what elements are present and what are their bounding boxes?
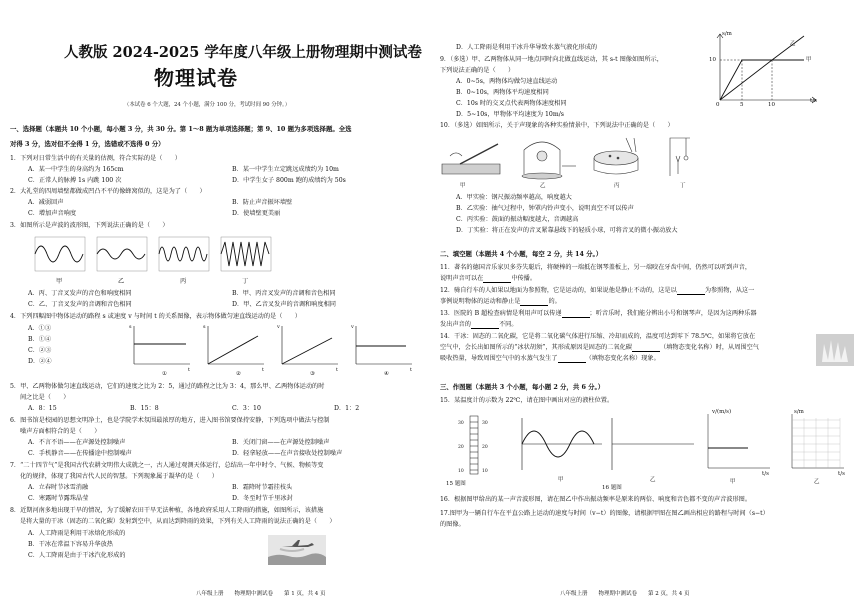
q6-option-a: A．不言不语——在声源处控制噪声 (28, 439, 126, 446)
svg-text:10: 10 (482, 469, 488, 474)
q6-option-d: D．轻拿轻放——在声音接收处控制噪声 (232, 450, 343, 457)
q10-label-jia: 甲 (460, 183, 466, 189)
q12-text: 12．骑自行车的人如果以地面为参照物，它是运动的，如果说他是静止不动的，这是以 (440, 287, 677, 294)
svg-text:v: v (351, 324, 354, 330)
q14-text-3: 吸收热量，导致周围空气中的水蒸气发生了 (440, 355, 558, 362)
q2-option-b: B．防止声音振坏墙壁 (232, 199, 293, 206)
page-1-footer: 八年级上册 物理期中测试卷 第 1 页，共 4 页 (196, 591, 326, 597)
q14-text: 空气中，会长出如图所示的“冰状胡须”，其形成原因是固态的二氧化碳 (440, 344, 632, 351)
q4-option-b: B．①④ (28, 336, 52, 343)
q3-waveforms (34, 236, 274, 276)
page-2 (430, 0, 860, 608)
q12-text-3: 事例说明物体的运动和静止是 (440, 298, 521, 305)
svg-text:10: 10 (458, 469, 464, 474)
exam-subtitle: 物理试卷 (154, 66, 238, 90)
q14-blank-1[interactable] (632, 345, 660, 352)
q14-stem: 14．干冰：固态的二氧化碳，它是将二氧化碳气体进行压缩、冷却而成的，温度可达到零下 78.5℃，如果将它放在 (440, 333, 756, 340)
q12-line2 (440, 298, 561, 306)
q10-label-yi: 乙 (540, 183, 546, 189)
page-2-footer: 八年级上册 物理期中测试卷 第 2 页，共 4 页 (560, 591, 690, 597)
svg-text:s: s (129, 324, 132, 330)
q3-label-ding: 丁 (242, 278, 249, 285)
q6-stem-2: 噪声方面相符合的是（ ） (20, 428, 101, 435)
q2-option-c: C．增加声音响度 (28, 210, 77, 217)
q12-line1 (440, 287, 754, 295)
svg-text:v: v (277, 324, 280, 330)
q10-option-a: A．甲实验：钢尺振动频率越高，响度越大 (456, 194, 572, 201)
q15-caption: 15 题图 (446, 481, 466, 487)
q17-xlabel-1: t/s (762, 471, 769, 477)
section1-heading: 一、选择题（本题共 10 个小题，每小题 3 分，共 30 分。第 1～8 题为单项选择题；第 9、10 题为多项选择题。全选 (10, 125, 352, 133)
q14-text-2: （填物态变化名称）时，从周围空气 (659, 344, 759, 351)
q9-graph-jia: 甲 (806, 57, 812, 63)
q9-option-b: B．0~10s，两物体平均速度相同 (456, 89, 549, 96)
q11-text: 说明声音可以在 (440, 275, 484, 282)
q17-xlabel-2: t/s (838, 471, 845, 477)
q10-label-ding: 丁 (680, 183, 686, 189)
q9-graph-xlabel: t/s (810, 98, 817, 104)
q5-option-b: B．15：8 (130, 405, 159, 412)
q3-stem: 3．如图所示是声波的波形图，下列说法正确的是（ ） (10, 222, 169, 229)
q11-stem: 11．著名的德国音乐家贝多芬失聪后，将硬棒的一端抵在钢琴盖板上，另一端咬在牙齿中间，仍然可以听到声音， (440, 264, 752, 271)
q9-graph-ylabel: s/m (722, 31, 732, 37)
q9-graph-yi: 乙 (790, 41, 796, 47)
q1-option-d: D．中学生女子 800m 跑的成绩约为 50s (232, 177, 346, 184)
q13-text: 13．医院的 B 超检查病情是利用声可以传递 (440, 310, 562, 317)
q4-graph-label-2: ② (236, 371, 241, 377)
svg-text:t: t (262, 367, 265, 373)
q17-label-jia: 甲 (730, 479, 736, 485)
q10-option-b: B．乙实验：抽气过程中，钟罩内铃声变小，说明真空不可以传声 (456, 205, 634, 212)
q4-graph-label-3: ③ (310, 371, 315, 377)
q4-option-a: A．①③ (28, 325, 52, 332)
q3-label-yi: 乙 (118, 278, 125, 285)
q7-option-c: C．寒露时节露珠晶莹 (28, 495, 89, 502)
q16-waveform-graphs (518, 414, 698, 474)
q10-label-bing: 丙 (614, 183, 620, 189)
q5-stem-2: 间之比是（ ） (20, 394, 70, 401)
svg-text:20: 20 (482, 445, 488, 450)
q17-graphs (700, 408, 850, 478)
section3-heading: 三、作图题（本题共 3 个小题，每小题 2 分，共 6 分。） (440, 383, 605, 391)
q9-stem-2: 下列说法正确的是（ ） (440, 67, 515, 74)
q9-graph-x10: 10 (768, 102, 775, 108)
q7-stem-2: 化的规律，体现了我国古代人民的智慧。下列现象属于凝华的是（ ） (20, 473, 218, 480)
q3-label-jia: 甲 (56, 278, 63, 285)
section2-heading: 二、填空题（本题共 4 个小题，每空 2 分，共 14 分。） (440, 250, 603, 258)
svg-text:t: t (188, 367, 191, 373)
q14-line2 (440, 344, 759, 352)
q11-text-2: 中传播。 (511, 275, 537, 282)
q1-stem: 1．下列对日常生活中的有关量的估测，符合实际的是（ ） (10, 155, 181, 162)
q4-option-d: D．②④ (28, 358, 52, 365)
svg-text:t: t (336, 367, 339, 373)
q10-option-d: D．丁实验：将正在发声的音叉紧靠悬线下的轻质小球，可将音叉的微小振动放大 (456, 227, 678, 234)
q16-stem: 16．根据图甲给出的某一声音波形图，请在图乙中作出振动频率是原来的两倍、响度和音色都不变的声音波形图。 (440, 496, 752, 503)
q13-text-2: ；听音乐时，我们能分辨出小号和钢琴声，是因为这两种乐器 (589, 310, 757, 317)
svg-text:t: t (410, 367, 413, 373)
q8-option-c: C．人工降雨是由于干冰汽化形成的 (28, 552, 126, 559)
q1-option-a: A．某一中学生的身高约为 165cm (28, 166, 124, 173)
q7-option-a: A．立春时节冰雪消融 (28, 484, 89, 491)
q14-line3 (440, 355, 660, 363)
q16-label-yi: 乙 (650, 477, 656, 483)
q4-motion-graphs (128, 322, 418, 374)
q3-label-bing: 丙 (180, 278, 187, 285)
svg-text:30: 30 (482, 421, 488, 426)
q17-label-yi: 乙 (814, 479, 820, 485)
q14-dry-ice-photo (816, 334, 854, 366)
q12-blank-2[interactable] (520, 299, 548, 306)
section1-heading2: 对得 3 分，选对但不全得 1 分，选错或不选得 0 分） (10, 140, 165, 148)
q9-graph-origin: 0 (716, 102, 720, 108)
q3-option-c: C．乙、丁音叉发声的音调和音色相同 (28, 301, 132, 308)
q13-blank-2[interactable] (471, 322, 499, 329)
q3-option-a: A．丙、丁音叉发声的音色和响度相同 (28, 290, 132, 297)
q14-blank-2[interactable] (558, 356, 586, 363)
q7-option-d: D．冬至时节千里冰封 (232, 495, 293, 502)
q4-graph-label-1: ① (162, 371, 167, 377)
q13-text-3: 发出声音的 (440, 321, 471, 328)
q15-thermometer (444, 414, 506, 476)
q8-option-a: A．人工降雨是利用干冰熔化形成的 (28, 530, 126, 537)
q5-option-d: D．1：2 (334, 405, 360, 412)
q6-option-c: C．手机静音——在传播途中控制噪声 (28, 450, 132, 457)
q10-experiment-images (440, 134, 700, 180)
q10-stem: 10．（多选）如图所示，关于声现象的各种实验情景中，下列说法中正确的是（ ） (440, 122, 674, 129)
q4-graph-label-4: ④ (384, 371, 389, 377)
q6-stem: 6．图书馆是校园的思想文明净土，也是学院学术氛围最浓厚的地方，进入图书馆要保持安静，下列选项中做法与控制 (10, 417, 330, 424)
q12-text-2: 为参照物，从这一 (704, 287, 755, 294)
q12-blank-1[interactable] (677, 288, 705, 295)
q13-line2 (440, 321, 518, 329)
q6-option-b: B．关闭门窗——在声源处控制噪声 (232, 439, 330, 446)
svg-text:20: 20 (458, 445, 464, 450)
svg-text:s: s (203, 324, 206, 330)
q9-graph-y10: 10 (709, 57, 716, 63)
svg-text:30: 30 (458, 421, 464, 426)
q1-option-c: C．正常人的脉搏 1s 内跳 100 次 (28, 177, 122, 184)
q2-option-d: D．使墙壁更美丽 (232, 210, 281, 217)
q8-stem: 8．近期河南多地出现干旱的情况，为了缓解农田干旱无法种植，各地政府采用人工降雨的措施，如图所示，该措施 (10, 507, 324, 514)
q16-label-jia: 甲 (558, 477, 564, 483)
q5-stem: 5．甲、乙两物体做匀速直线运动，它们的速度之比为 2：5，通过的路程之比为 3：4，那么甲、乙两物体运动的时 (10, 383, 325, 390)
q8-rain-plane-photo (268, 535, 326, 565)
q12-text-4: 的。 (548, 298, 561, 305)
q8-stem-2: 是将大量的干冰（固态的二氧化碳）发射到空中，从而达到降雨的效果，下列有关人工降雨的说法正确的是（ ） (20, 518, 336, 525)
q13-blank-1[interactable] (562, 311, 590, 318)
q14-text-4: （填物态变化名称）现象。 (585, 355, 660, 362)
q9-stem: 9．（多选）甲、乙两物体从同一地点同时向北做直线运动，其 s-t 图像如图所示， (440, 56, 663, 63)
q7-stem: 7．“二十四节气”是我国古代农耕文明伟大成就之一，古人通过观测天体运行，总结出一年中时令、气候、物候等变 (10, 462, 324, 469)
q4-stem: 4．下列四幅图中物体运动的路程 s 或速度 v 与时间 t 的关系图像，表示物体做匀速直线运动的是（ ） (10, 313, 301, 320)
q10-option-c: C．丙实验：鼓面的振动幅度越大，音调越高 (456, 216, 579, 223)
q15-stem: 15．某温度计的示数为 22℃，请在图中画出对应的液柱位置。 (440, 397, 614, 404)
q4-option-c: C．②③ (28, 347, 52, 354)
q9-option-c: C．10s 时的交叉点代表两物体速度相同 (456, 100, 567, 107)
q3-option-b: B．甲、丙音叉发声的音调和音色相同 (232, 290, 336, 297)
exam-note: （本试卷 6 个大题，24 个小题，满分 100 分，考试时间 90 分钟。） (124, 102, 291, 108)
q17-stem-2: 的图像。 (440, 521, 465, 528)
q9-graph-x5: 5 (740, 102, 744, 108)
q8-option-b: B．干冰在常温下容易升华放热 (28, 541, 113, 548)
q5-option-a: A．8：15 (28, 405, 57, 412)
exam-title: 人教版 2024-2025 学年度八年级上册物理期中测试卷 (64, 44, 422, 61)
q9-st-graph (712, 30, 822, 110)
q13-text-4: 不同。 (498, 321, 518, 328)
q1-option-b: B．某一中学生立定跳远成绩约为 10m (232, 166, 339, 173)
q16-caption: 16 题图 (602, 485, 622, 491)
q17-ylabel-1: v/(m/s) (712, 409, 732, 415)
q5-option-c: C．3：10 (232, 405, 261, 412)
q11-blank[interactable] (483, 276, 511, 283)
q17-stem: 17.图甲为一辆自行车在平直公路上运动的速度与时间（v−t）的图像，请根据甲图在图乙画出相应的路程与时间（s−t） (440, 510, 769, 517)
q7-option-b: B．霜降时节霜挂枝头 (232, 484, 293, 491)
q9-option-a: A．0~5s，两物体均做匀速直线运动 (456, 78, 558, 85)
q2-stem: 2．大礼堂的四周墙壁都做成凹凸不平的像蜂窝似的，这是为了（ ） (10, 188, 206, 195)
q8-option-d: D．人工降雨是利用干冰升华导致水蒸气液化形成的 (456, 44, 598, 51)
q11-line2 (440, 275, 536, 283)
q13-line1 (440, 310, 757, 318)
q2-option-a: A．减弱回声 (28, 199, 64, 206)
q9-option-d: D．5~10s，甲物体平均速度为 10m/s (456, 111, 564, 118)
q3-option-d: D．甲、乙音叉发声的音调和响度相同 (232, 301, 336, 308)
q17-ylabel-2: s/m (794, 409, 804, 415)
